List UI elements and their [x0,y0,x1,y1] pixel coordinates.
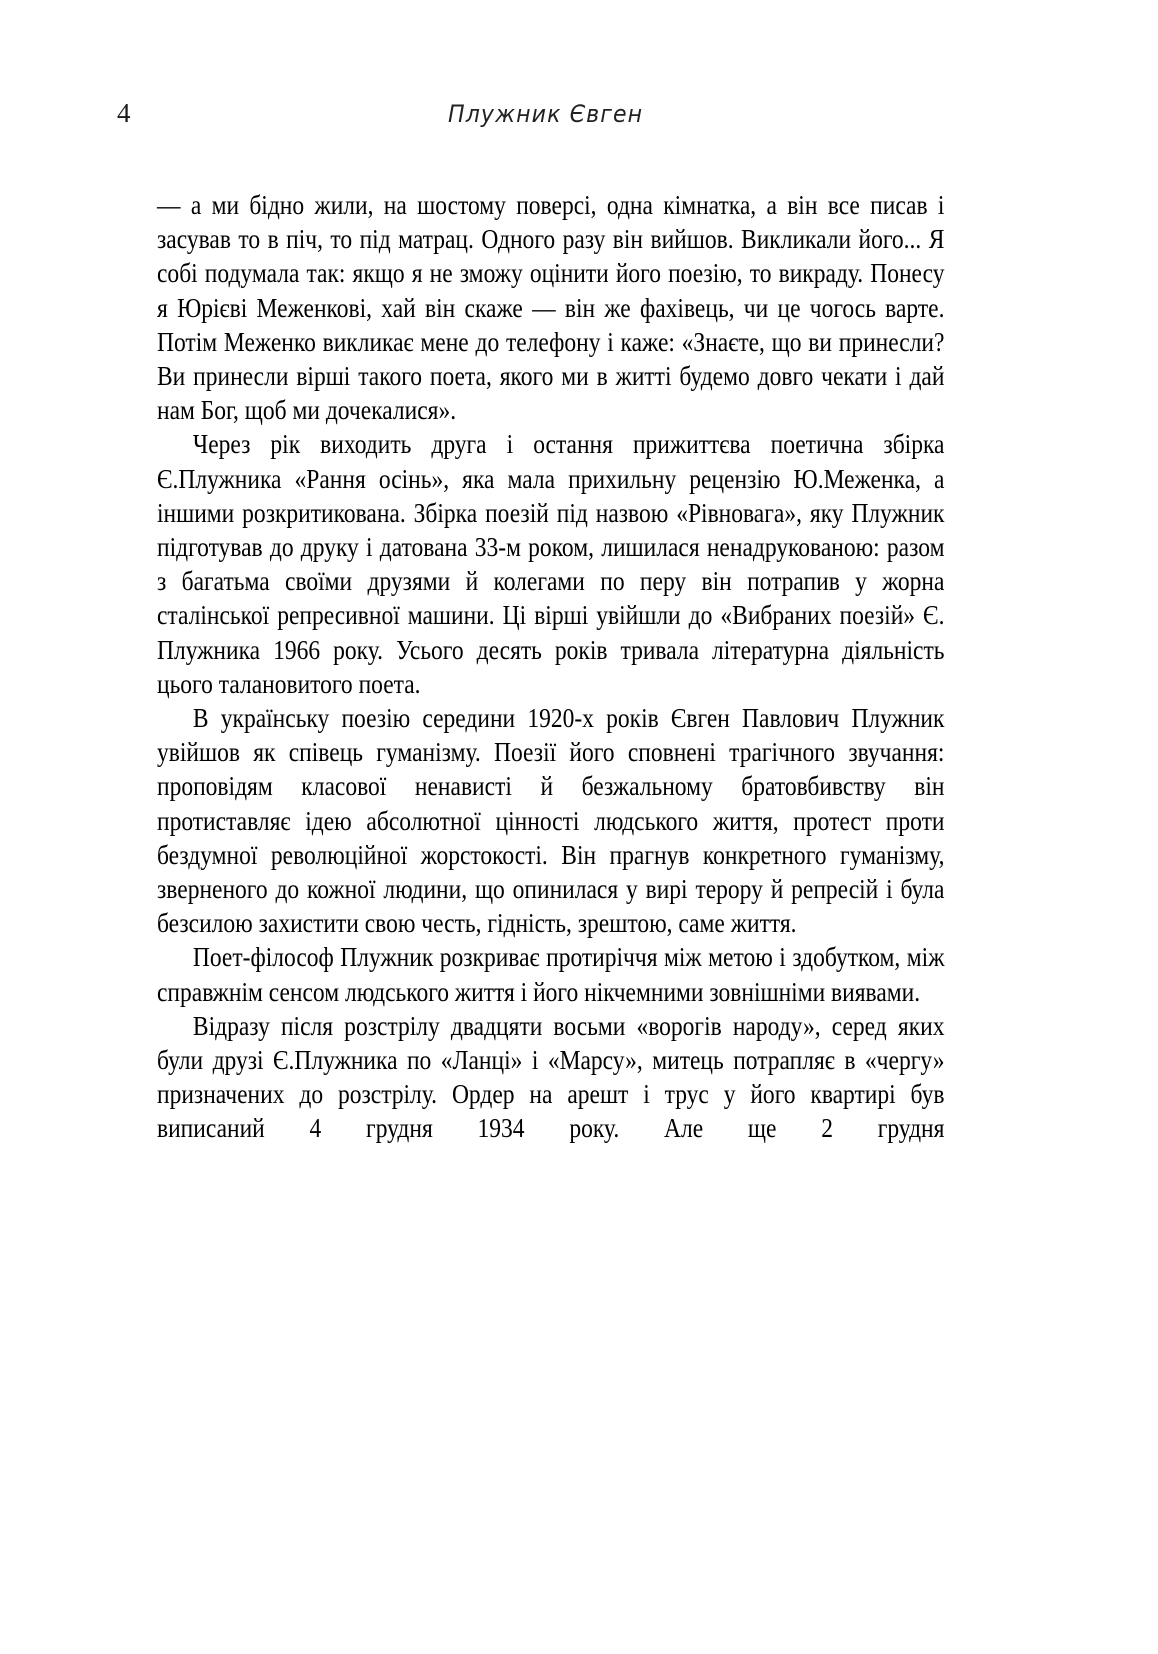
page-number: 4 [117,98,131,128]
paragraph: В українську поезію середини 1920-х років Євген Павлович Плужник увійшов як співець гуманізму. Поезії його сповнені трагічного звучання: проповідям класової ненависті й безжальному братовбивству він протиставляє ідею абсолютної цінності людського життя, протест проти бездумної революційної жорстокості. Він прагнув конкретного гуманізму, зверненого до кожної людини, що опинилася у вирі терору й репресій і була безсилою захистити свою честь, гідність, зрештою, саме життя. [157,702,945,939]
running-head [117,96,1041,136]
paragraph: Відразу після розстрілу двадцяти восьми «ворогів народу», серед яких були друзі Є.Плужника по «Ланці» і «Марсу», митець потрапляє в «чергу» призначених до розстрілу. Ордер на арешт і трус у його квартирі був виписаний 4 грудня 1934 року. Але ще 2 грудня [157,1009,945,1144]
paragraph: Через рік виходить друга і остання прижиттєва поетична збірка Є.Плужника «Рання осінь», яка мала прихильну рецензію Ю.Меженка, а іншими розкритикована. Збірка поезій під назвою «Рівновага», яку Плужник підготував до друку і датована 33-м роком, лишилася ненадрукованою: разом з багатьма своїми друзями й колегами по перу він потрапив у жорна сталінської репресивної машини. Ці вірші увійшли до «Вибраних поезій» Є. Плужника 1966 року. Усього десять років тривала літературна діяльність цього талановитого поета. [157,428,945,699]
paragraph: — а ми бідно жили, на шостому поверсі, одна кімнатка, а він все писав і засував то в піч, то під матрац. Одного разу він вийшов. Викликали його... Я собі подумала так: якщо я не зможу оцінити його поезію, то викраду. Понесу я Юрієві Меженкові, хай він скаже — він же фахівець, чи це чогось варте. Потім Меженко викликає мене до телефону і каже: «Знаєте, що ви принесли? Ви принесли вірші такого поета, якого ми в житті будемо довго чекати і дай нам Бог, щоб ми дочекалися». [157,189,945,426]
running-head-title: Плужник Євген [448,100,644,128]
paragraph: Поет-філософ Плужник розкриває протиріччя між метою і здобутком, між справжнім сенсом людського життя і його нікчемними зовнішніми виявами. [157,941,945,1007]
body-text-block [157,188,945,1180]
